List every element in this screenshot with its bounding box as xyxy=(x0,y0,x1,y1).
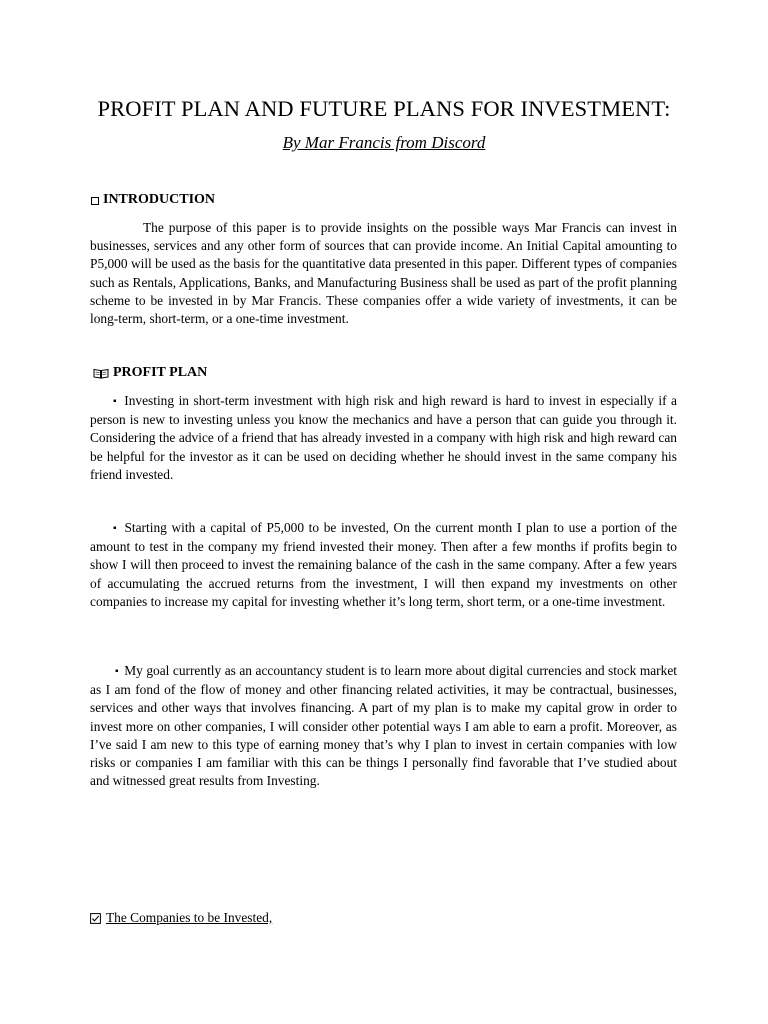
profit-plan-heading-label: PROFIT PLAN xyxy=(113,365,208,380)
companies-heading xyxy=(90,910,272,926)
open-book-icon xyxy=(93,368,109,379)
introduction-heading-label: INTRODUCTION xyxy=(103,192,216,207)
document-subtitle: By Mar Francis from Discord xyxy=(282,133,486,152)
bullet-icon: ▪ xyxy=(115,666,119,677)
bullet-icon: ▪ xyxy=(113,396,118,407)
document-title: PROFIT PLAN AND FUTURE PLANS FOR INVESTMENT: xyxy=(97,96,671,121)
profit-plan-paragraph-3 xyxy=(90,662,677,790)
profit-plan-heading xyxy=(93,365,207,381)
bullet-icon: ▪ xyxy=(113,523,118,534)
paragraph-text: My goal currently as an accountancy student is to learn more about digital currencies and stock market as I am fond of the flow of money and other financing related activities, it may be contractual, businesses, services and other ways that involves financing. A part of my plan is to make my capital grow in order to invest more on other companies, I will consider other potential ways I am able to earn a profit. Moreover, as I’ve said I am new to this type of earning money that’s why I plan to invest in certain companies with low risks or companies I am familiar with this can be things I personally find favorable that I’ve studied about and witnessed great results from Investing. xyxy=(90,663,677,789)
paragraph-text: Starting with a capital of P5,000 to be invested, On the current month I plan to use a portion of the amount to test in the company my friend invested their money. Then after a few months if profits begin to show I will then proceed to invest the remaining balance of the cash in the same company. After a few years of accumulating the accrued returns from the investment, I will then expand my investments on other companies to increase my capital for investing whether it’s long term, short term, or a one-time investment. xyxy=(90,520,678,609)
companies-label: The Companies to be Invested, xyxy=(106,910,273,925)
profit-plan-paragraph-1 xyxy=(90,392,677,484)
paragraph-text: Investing in short-term investment with high risk and high reward is hard to invest in especially if a person is new to investing unless you know the mechanics and have a person that can guide you through it. Considering the advice of a friend that has already invested in a company with high risk and high reward can be helpful for the investor as it can be used on deciding whether he should invest in the same company his friend invested. xyxy=(90,393,677,482)
profit-plan-paragraph-2 xyxy=(90,519,677,611)
introduction-heading xyxy=(91,192,215,208)
introduction-paragraph: The purpose of this paper is to provide insights on the possible ways Mar Francis can invest in businesses, services and any other form of sources that can provide income. An Initial Capital amounting to P5,000 will be used as the basis for the quantitative data presented in this paper. Different types of companies such as Rentals, Applications, Banks, and Manufacturing Business shall be used as part of the profit planning scheme to be invested in by Mar Francis. These companies offer a wide variety of investments, it can be long-term, short-term, or a one-time investment. xyxy=(90,220,677,327)
checked-box-icon xyxy=(90,913,101,924)
square-box-icon xyxy=(91,197,99,205)
